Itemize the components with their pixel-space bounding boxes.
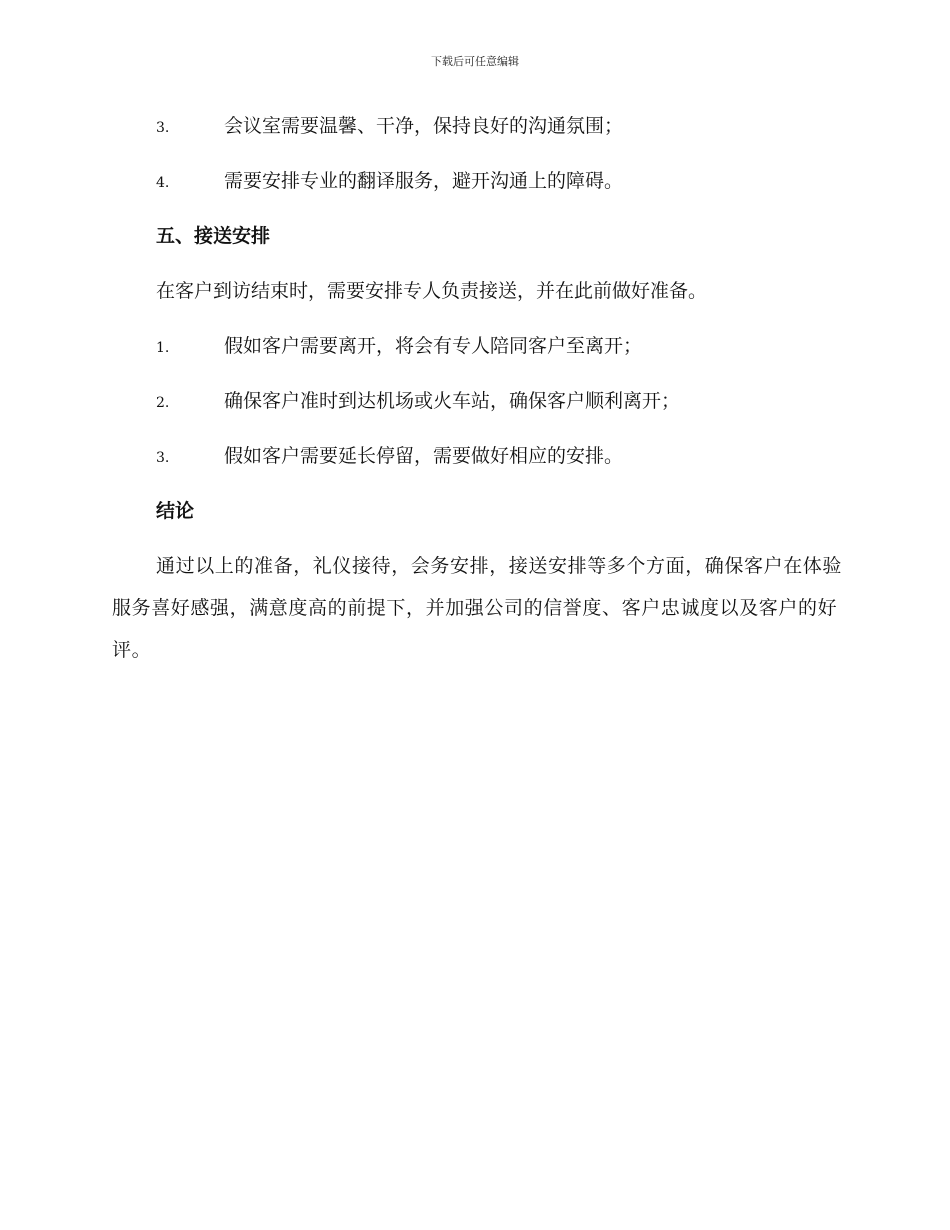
list-item-number: 3. (156, 120, 170, 136)
page-header: 下载后可任意编辑 (431, 55, 519, 68)
list-item-text: 假如客户需要离开，将会有专人陪同客户至离开； (224, 335, 643, 357)
list-item-number: 1. (156, 340, 170, 356)
conclusion-heading: 结论 (156, 500, 195, 522)
list-item-text: 确保客户准时到达机场或火车站，确保客户顺利离开； (224, 390, 681, 412)
list-item-number: 2. (156, 395, 170, 411)
conclusion-paragraph: 通过以上的准备，礼仪接待，会务安排，接送安排等多个方面，确保客户在体验服务喜好感强，满意度高的前提下，并加强公司的信誉度、客户忠诚度以及客户的好评。 (112, 555, 843, 661)
list-item-number: 4. (156, 175, 170, 191)
section-intro: 在客户到访结束时，需要安排专人负责接送，并在此前做好准备。 (156, 280, 708, 302)
list-item-text: 会议室需要温馨、干净，保持良好的沟通氛围； (224, 115, 624, 137)
list-item-number: 3. (156, 450, 170, 466)
list-item-text: 假如客户需要延长停留，需要做好相应的安排。 (224, 445, 624, 467)
list-item-text: 需要安排专业的翻译服务，避开沟通上的障碍。 (224, 170, 624, 192)
section-heading: 五、接送安排 (156, 225, 271, 247)
